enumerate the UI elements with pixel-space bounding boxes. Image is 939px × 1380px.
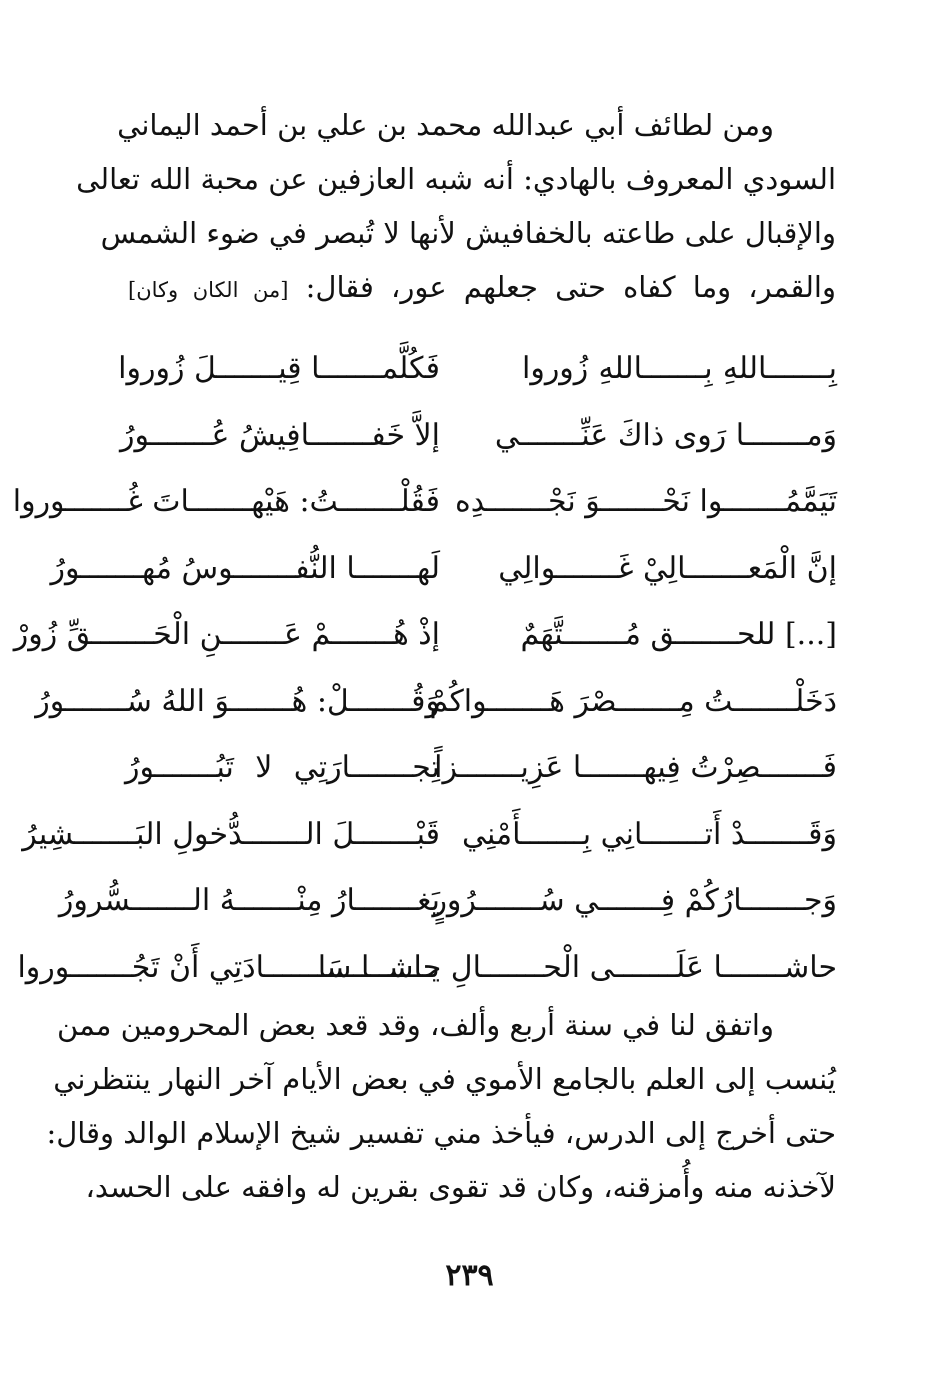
poem-meter-label: [من الكان وكان] [128, 278, 289, 302]
poem-verse [35, 669, 837, 736]
verse-second-hemistich: إلاَّ خَفـــــــافِيشُ عُـــــــورُ [120, 417, 440, 453]
verse-second-hemistich: فَكُلَّمـــــــا قِيـــــــلَ زُوروا [118, 351, 440, 386]
verse-first-hemistich: وَقَـــــــدْ أَتـــــــانِي بِـــــــأَمْنِي [461, 816, 837, 852]
verse-second-hemistich: قَبْـــــــلَ الـــــــدُّخولِ البَـــــــشِيرُ [22, 816, 440, 852]
poem-verse [58, 868, 837, 935]
prose-line: لآخذنه منه وأُمزقنه، وكان قد تقوى بقرين له وافقه على الحسد، [85, 1170, 836, 1204]
outro-paragraph [46, 998, 836, 1214]
intro-paragraph [76, 98, 836, 314]
verse-first-hemistich: تَيَمَّمُـــــــوا نَحْـــــــوَ نَجْـــــــدِه [455, 484, 837, 519]
page-number: ٢٣٩ [445, 1258, 494, 1293]
verse-second-hemistich: لَهـــــــا النُّفـــــــوسُ مُهـــــــورُ [50, 550, 440, 586]
prose-line-text: والقمر، وما كفاه حتى جعلهم عور، فقال: [305, 270, 836, 304]
poem-verse [17, 935, 837, 1002]
verse-second-hemistich: يـــــــا سَـــــــادَتِي أَنْ تَجُـــــــوروا [17, 949, 440, 985]
verse-first-hemistich: فَـــــــصِرْتُ فِيهـــــــا عَزِيـــــــزاً [434, 750, 837, 785]
prose-line: ومن لطائف أبي عبدالله محمد بن علي بن أحمد اليماني [117, 108, 774, 142]
verse-first-hemistich: وَمـــــــا رَوى ذاكَ عَنِّـــــــي [494, 417, 837, 453]
verse-first-hemistich: وَجـــــــارُكُمْ فِـــــــي سُـــــــرُورٍ [432, 883, 837, 918]
verse-first-hemistich: دَخَلْـــــــتُ مِـــــــصْرَ هَـــــــواكُمْ [429, 683, 837, 719]
verse-second-hemistich: تِجـــــــارَتِي لا تَبُـــــــورُ [125, 750, 440, 785]
verse-second-hemistich: يَغـــــــارُ مِنْـــــــهُ الـــــــسُّرورُ [58, 883, 440, 918]
poem-verse [125, 735, 837, 802]
verse-first-hemistich: إنَّ الْمَعـــــــالِيْ غَـــــــوالِي [498, 550, 837, 586]
poem-verse [13, 602, 837, 669]
poem-verse [22, 802, 837, 869]
poem-verse [120, 403, 837, 470]
poem-verse [12, 469, 837, 536]
verse-first-hemistich: بِـــــــاللهِ بِـــــــاللهِ زُوروا [522, 351, 837, 386]
verse-second-hemistich: فَقُلْـــــــتُ: هَيْهـــــــاتَ غُـــــــوروا [12, 484, 440, 519]
prose-line: حتى أخرج إلى الدرس، فيأخذ مني تفسير شيخ الإسلام الوالد وقال: [46, 1116, 836, 1150]
poem-verse [118, 336, 837, 403]
verse-first-hemistich: حاشـــــــا عَلَـــــــى الْحـــــــالِ حاشـــــــا [317, 949, 837, 985]
poem [12, 336, 837, 1001]
prose-line: يُنسب إلى العلم بالجامع الأموي في بعض الأيام آخر النهار ينتظرني [53, 1062, 836, 1096]
prose-line: السودي المعروف بالهادي: أنه شبه العازفين عن محبة الله تعالى [76, 162, 836, 196]
verse-second-hemistich: إذْ هُـــــــمْ عَـــــــنِ الْحَـــــــقِّ زُورْ [13, 617, 440, 652]
prose-line: واتفق لنا في سنة أربع وألف، وقد قعد بعض المحرومين ممن [57, 1008, 774, 1042]
prose-line: والإقبال على طاعته بالخفافيش لأنها لا تُبصر في ضوء الشمس [100, 216, 836, 250]
poem-verse [50, 536, 837, 603]
prose-line [128, 260, 836, 314]
verse-second-hemistich: وَقُـــــــلْ: هُـــــــوَ اللهُ سُـــــــورُ [35, 683, 440, 719]
verse-first-hemistich: [...] للحـــــــق مُـــــــتَّهَمٌ [520, 617, 837, 652]
